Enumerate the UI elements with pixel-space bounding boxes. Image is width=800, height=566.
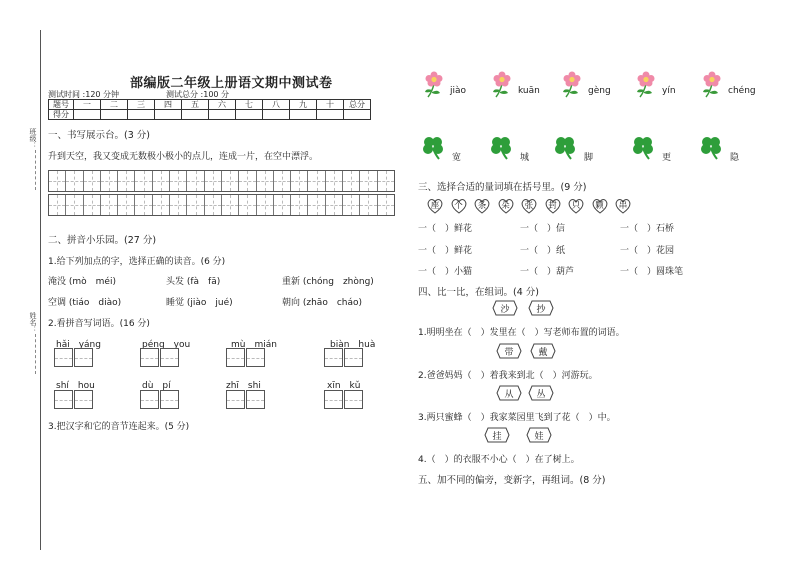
match-pinyin: yín <box>662 86 676 96</box>
score-header-cell: 十 <box>317 100 344 110</box>
match-pinyin: chéng <box>728 86 756 96</box>
compare-char-hex <box>528 385 554 401</box>
heart-option <box>544 197 562 215</box>
writing-grid-1[interactable] <box>48 170 395 192</box>
score-header-cell: 二 <box>101 100 128 110</box>
section-5-heading: 五、加不同的偏旁，变新字，再组词。(8 分) <box>418 475 606 486</box>
name-label: 姓名： <box>29 312 37 333</box>
score-input-cell[interactable] <box>317 110 344 120</box>
heart-option <box>591 197 609 215</box>
binding-line <box>40 30 41 550</box>
match-char: 宽 <box>452 153 462 163</box>
heart-option-text: 只 <box>571 201 581 211</box>
answer-boxes[interactable] <box>54 348 94 367</box>
clover-icon <box>420 134 446 160</box>
compare-sentence: 1.明明坐在（ ）发里在（ ）写老师布置的词语。 <box>418 328 625 338</box>
section-2-q1: 1.给下列加点的字，选择正确的读音。(6 分) <box>48 257 226 267</box>
measure-item: 一（ ）花园 <box>620 246 675 256</box>
score-header-cell: 一 <box>74 100 101 110</box>
section-1-sentence: 升到天空，我又变成无数极小极小的点儿，连成一片，在空中漂浮。 <box>48 152 319 162</box>
reading-item: 淹没 (mò méi) <box>48 277 116 287</box>
compare-char: 抄 <box>536 305 546 315</box>
match-char: 脚 <box>584 153 594 163</box>
test-time: 测试时间 :120 分钟 <box>48 90 120 99</box>
score-input-cell[interactable] <box>236 110 263 120</box>
score-header-cell: 六 <box>209 100 236 110</box>
heart-option <box>450 197 468 215</box>
score-input-cell[interactable] <box>155 110 182 120</box>
score-input-cell[interactable] <box>74 110 101 120</box>
compare-char-hex <box>526 427 552 443</box>
measure-item: 一（ ）石桥 <box>620 224 675 234</box>
heart-option-text: 座 <box>430 201 440 211</box>
pinyin-word: shí hou <box>56 381 95 391</box>
writing-grid-2[interactable] <box>48 194 395 216</box>
reading-item: 睡觉 (jiào jué) <box>166 298 233 308</box>
score-input-cell[interactable] <box>128 110 155 120</box>
section-2-q3: 3.把汉字和它的音节连起来。(5 分) <box>48 422 190 432</box>
score-input-cell[interactable] <box>209 110 236 120</box>
flower-icon <box>634 70 660 98</box>
score-header-cell: 八 <box>263 100 290 110</box>
clover-icon <box>630 134 656 160</box>
pinyin-word: xīn kǔ <box>327 381 361 391</box>
compare-char: 戴 <box>538 348 548 358</box>
flower-icon <box>422 70 448 98</box>
reading-item: 朝向 (zhāo cháo) <box>282 298 363 308</box>
compare-char-hex <box>496 385 522 401</box>
reading-item: 头发 (fà fā) <box>166 277 221 287</box>
heart-option-text: 条 <box>477 201 487 211</box>
compare-char: 沙 <box>500 305 510 315</box>
pinyin-word: dù pí <box>142 381 171 391</box>
heart-option-text: 个 <box>454 201 463 211</box>
match-char: 更 <box>662 153 672 163</box>
compare-char: 挂 <box>492 432 502 442</box>
heart-option <box>426 197 444 215</box>
score-header-cell: 四 <box>155 100 182 110</box>
match-pinyin: kuān <box>518 86 540 96</box>
score-table <box>48 99 371 120</box>
heart-option-text: 颗 <box>595 201 604 211</box>
flower-icon <box>490 70 516 98</box>
match-pinyin: gèng <box>588 86 611 96</box>
compare-char-hex <box>492 300 518 316</box>
compare-char: 丛 <box>536 390 546 400</box>
match-char: 城 <box>520 153 530 163</box>
measure-item: 一（ ）圆珠笔 <box>620 267 684 277</box>
pinyin-word: mù mián <box>231 340 277 350</box>
measure-item: 一（ ）小猫 <box>418 267 473 277</box>
measure-item: 一（ ）纸 <box>520 246 566 256</box>
compare-sentence: 3.两只蜜蜂（ ）我家菜园里飞到了花（ ）中。 <box>418 413 616 423</box>
pinyin-word: hǎi yáng <box>56 340 101 350</box>
score-input-cell[interactable] <box>182 110 209 120</box>
heart-option <box>567 197 585 215</box>
measure-item: 一（ ）信 <box>520 224 566 234</box>
pinyin-word: zhī shi <box>226 381 261 391</box>
heart-option <box>473 197 491 215</box>
section-2-q2: 2.看拼音写词语。(16 分) <box>48 319 150 329</box>
heart-option-text: 朵 <box>501 201 510 211</box>
clover-icon <box>698 134 724 160</box>
answer-boxes[interactable] <box>140 390 180 409</box>
score-input-cell[interactable] <box>263 110 290 120</box>
score-input-cell[interactable] <box>344 110 371 120</box>
pinyin-word: péng you <box>142 340 191 350</box>
compare-char-hex <box>496 343 522 359</box>
heart-option <box>614 197 632 215</box>
measure-item: 一（ ）葫芦 <box>520 267 575 277</box>
score-header-cell: 九 <box>290 100 317 110</box>
answer-boxes[interactable] <box>324 348 364 367</box>
score-header-cell: 五 <box>182 100 209 110</box>
reading-item: 空调 (tiáo diào) <box>48 298 122 308</box>
heart-option-text: 串 <box>618 201 628 211</box>
class-label: 班级： <box>29 128 37 149</box>
reading-item: 重新 (chóng zhòng) <box>282 277 374 287</box>
flower-icon <box>560 70 586 98</box>
compare-char: 带 <box>504 348 514 358</box>
answer-boxes[interactable] <box>140 348 180 367</box>
match-char: 隐 <box>730 153 740 163</box>
section-3-heading: 三、选择合适的量词填在括号里。(9 分) <box>418 182 587 193</box>
compare-char: 从 <box>504 390 514 400</box>
section-1-heading: 一、书写展示台。(3 分) <box>48 130 150 141</box>
page-title: 部编版二年级上册语文期中测试卷 <box>130 76 333 91</box>
score-header-cell: 题号 <box>49 100 74 110</box>
score-row-label: 得分 <box>49 110 74 120</box>
name-line <box>35 334 37 374</box>
answer-boxes[interactable] <box>54 390 94 409</box>
class-line <box>35 150 37 190</box>
compare-char-hex <box>528 300 554 316</box>
clover-icon <box>552 134 578 160</box>
section-2-heading: 二、拼音小乐园。(27 分) <box>48 235 157 246</box>
compare-sentence: 2.爸爸妈妈（ ）着我来到北（ ）河游玩。 <box>418 371 598 381</box>
answer-boxes[interactable] <box>226 348 266 367</box>
heart-option <box>520 197 538 215</box>
compare-char-hex <box>484 427 510 443</box>
heart-option-text: 封 <box>548 201 557 211</box>
compare-sentence: 4.（ ）的衣服不小心（ ）在了树上。 <box>418 455 580 465</box>
compare-char-hex <box>530 343 556 359</box>
flower-icon <box>700 70 726 98</box>
answer-boxes[interactable] <box>324 390 364 409</box>
score-header-cell: 总分 <box>344 100 371 110</box>
clover-icon <box>488 134 514 160</box>
score-input-cell[interactable] <box>290 110 317 120</box>
match-pinyin: jiào <box>450 86 467 96</box>
answer-boxes[interactable] <box>226 390 266 409</box>
score-header-cell: 七 <box>236 100 263 110</box>
measure-item: 一（ ）鲜花 <box>418 246 473 256</box>
score-header-cell: 三 <box>128 100 155 110</box>
test-score: 测试总分 :100 分 <box>166 90 230 99</box>
compare-char: 娃 <box>534 432 544 442</box>
heart-option <box>497 197 515 215</box>
score-input-cell[interactable] <box>101 110 128 120</box>
pinyin-word: biàn huà <box>330 340 376 350</box>
heart-option-text: 张 <box>524 201 534 211</box>
measure-item: 一（ ）鲜花 <box>418 224 473 234</box>
section-4-heading: 四、比一比，在组词。(4 分) <box>418 287 539 298</box>
